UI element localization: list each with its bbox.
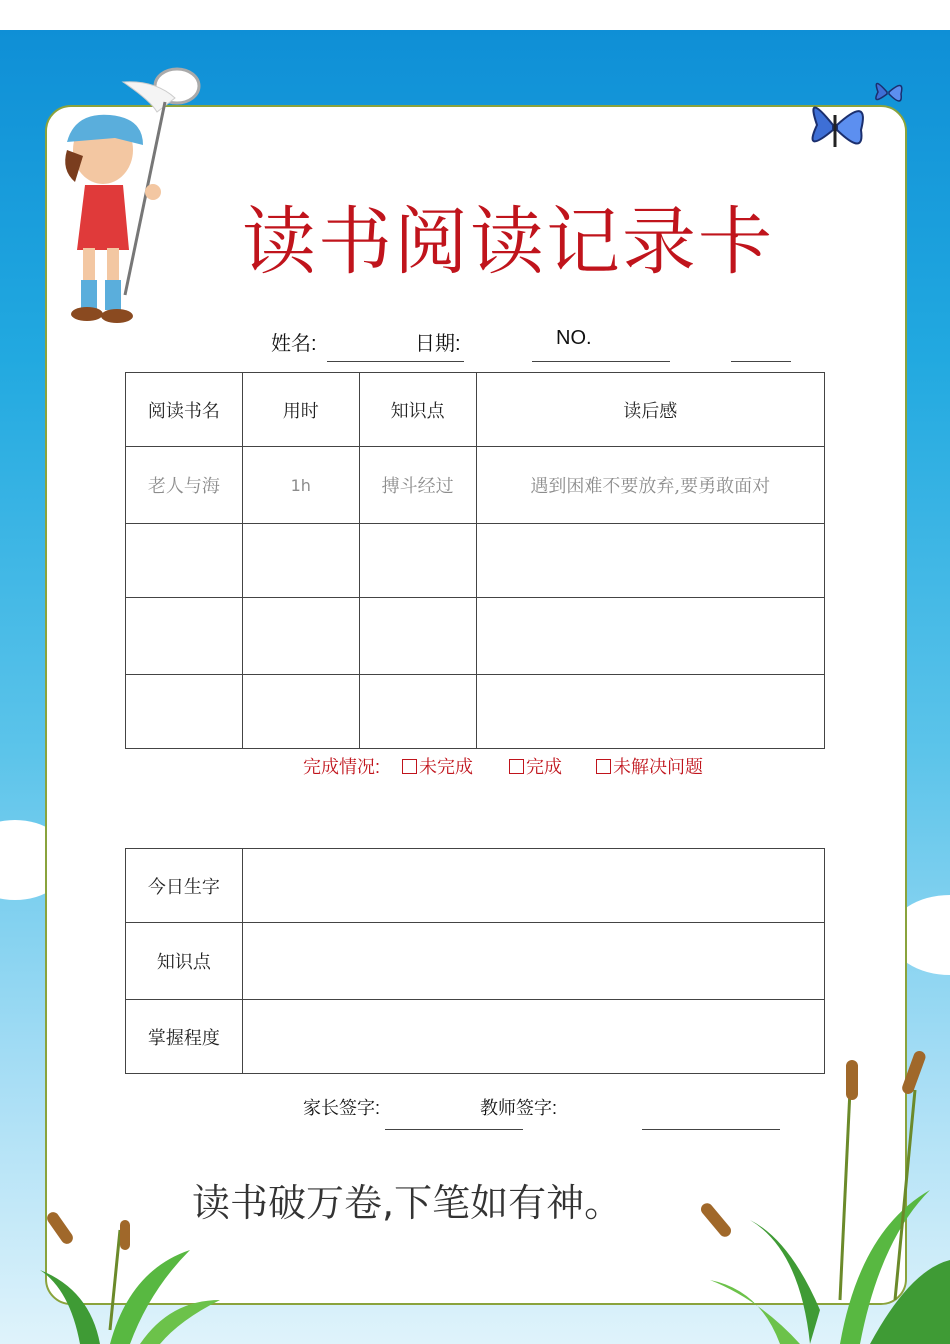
option-unresolved[interactable]: 未解决问题 bbox=[596, 753, 703, 779]
teacher-signature-label: 教师签字: bbox=[480, 1098, 558, 1118]
checkbox-icon[interactable] bbox=[402, 759, 417, 774]
teacher-signature-field[interactable] bbox=[642, 1129, 780, 1130]
checkbox-icon[interactable] bbox=[596, 759, 611, 774]
reading-record-table bbox=[125, 372, 825, 749]
study-table bbox=[125, 848, 825, 1074]
header-time-spent: 用时 bbox=[242, 373, 359, 447]
table-cell[interactable] bbox=[476, 675, 825, 749]
table-row bbox=[126, 447, 825, 524]
checkbox-icon[interactable] bbox=[509, 759, 524, 774]
motto: 读书破万卷,下笔如有神。 bbox=[192, 1181, 623, 1225]
table-row bbox=[126, 849, 825, 923]
no-field[interactable] bbox=[731, 361, 791, 362]
cattail-plants-left-illustration bbox=[40, 1210, 220, 1344]
row-label-new-characters: 今日生字 bbox=[126, 849, 243, 923]
table-row bbox=[126, 675, 825, 749]
table-cell[interactable] bbox=[126, 675, 243, 749]
table-cell[interactable] bbox=[359, 675, 476, 749]
table-cell[interactable] bbox=[242, 524, 359, 598]
table-cell[interactable] bbox=[242, 598, 359, 675]
table-cell[interactable] bbox=[359, 524, 476, 598]
row-label-mastery: 掌握程度 bbox=[126, 1000, 243, 1074]
table-row bbox=[126, 923, 825, 1000]
option-not-complete[interactable]: 未完成 bbox=[402, 753, 473, 779]
option-complete[interactable]: 完成 bbox=[509, 753, 562, 779]
table-cell[interactable] bbox=[242, 675, 359, 749]
name-field[interactable] bbox=[327, 361, 464, 362]
date-label: 日期: bbox=[415, 333, 461, 355]
parent-signature-label: 家长签字: bbox=[303, 1098, 381, 1118]
table-cell[interactable]: 1h bbox=[242, 447, 359, 524]
table-cell[interactable] bbox=[476, 598, 825, 675]
table-cell[interactable] bbox=[476, 524, 825, 598]
table-row bbox=[126, 524, 825, 598]
cattail-plants-illustration bbox=[690, 1050, 950, 1344]
small-butterfly-icon bbox=[868, 72, 908, 112]
table-cell[interactable] bbox=[242, 923, 824, 1000]
table-row bbox=[126, 1000, 825, 1074]
butterfly-icon bbox=[795, 85, 875, 165]
table-cell[interactable] bbox=[126, 598, 243, 675]
row-label-knowledge-point: 知识点 bbox=[126, 923, 243, 1000]
page-title: 读书阅读记录卡 bbox=[242, 199, 774, 285]
parent-signature-field[interactable] bbox=[385, 1129, 523, 1130]
table-cell[interactable] bbox=[242, 849, 824, 923]
table-cell[interactable]: 老人与海 bbox=[126, 447, 243, 524]
table-cell[interactable] bbox=[359, 598, 476, 675]
table-cell[interactable] bbox=[126, 524, 243, 598]
header-knowledge-point: 知识点 bbox=[359, 373, 476, 447]
completion-label: 完成情况: bbox=[303, 757, 381, 777]
date-field[interactable] bbox=[532, 361, 670, 362]
name-label: 姓名: bbox=[271, 333, 317, 355]
header-book-title: 阅读书名 bbox=[126, 373, 243, 447]
table-row bbox=[126, 598, 825, 675]
table-cell[interactable]: 搏斗经过 bbox=[359, 447, 476, 524]
table-cell[interactable]: 遇到困难不要放弃,要勇敢面对 bbox=[476, 447, 825, 524]
no-label: NO. bbox=[556, 327, 592, 349]
table-header-row bbox=[126, 373, 825, 447]
header-reflection: 读后感 bbox=[476, 373, 825, 447]
table-cell[interactable] bbox=[242, 1000, 824, 1074]
